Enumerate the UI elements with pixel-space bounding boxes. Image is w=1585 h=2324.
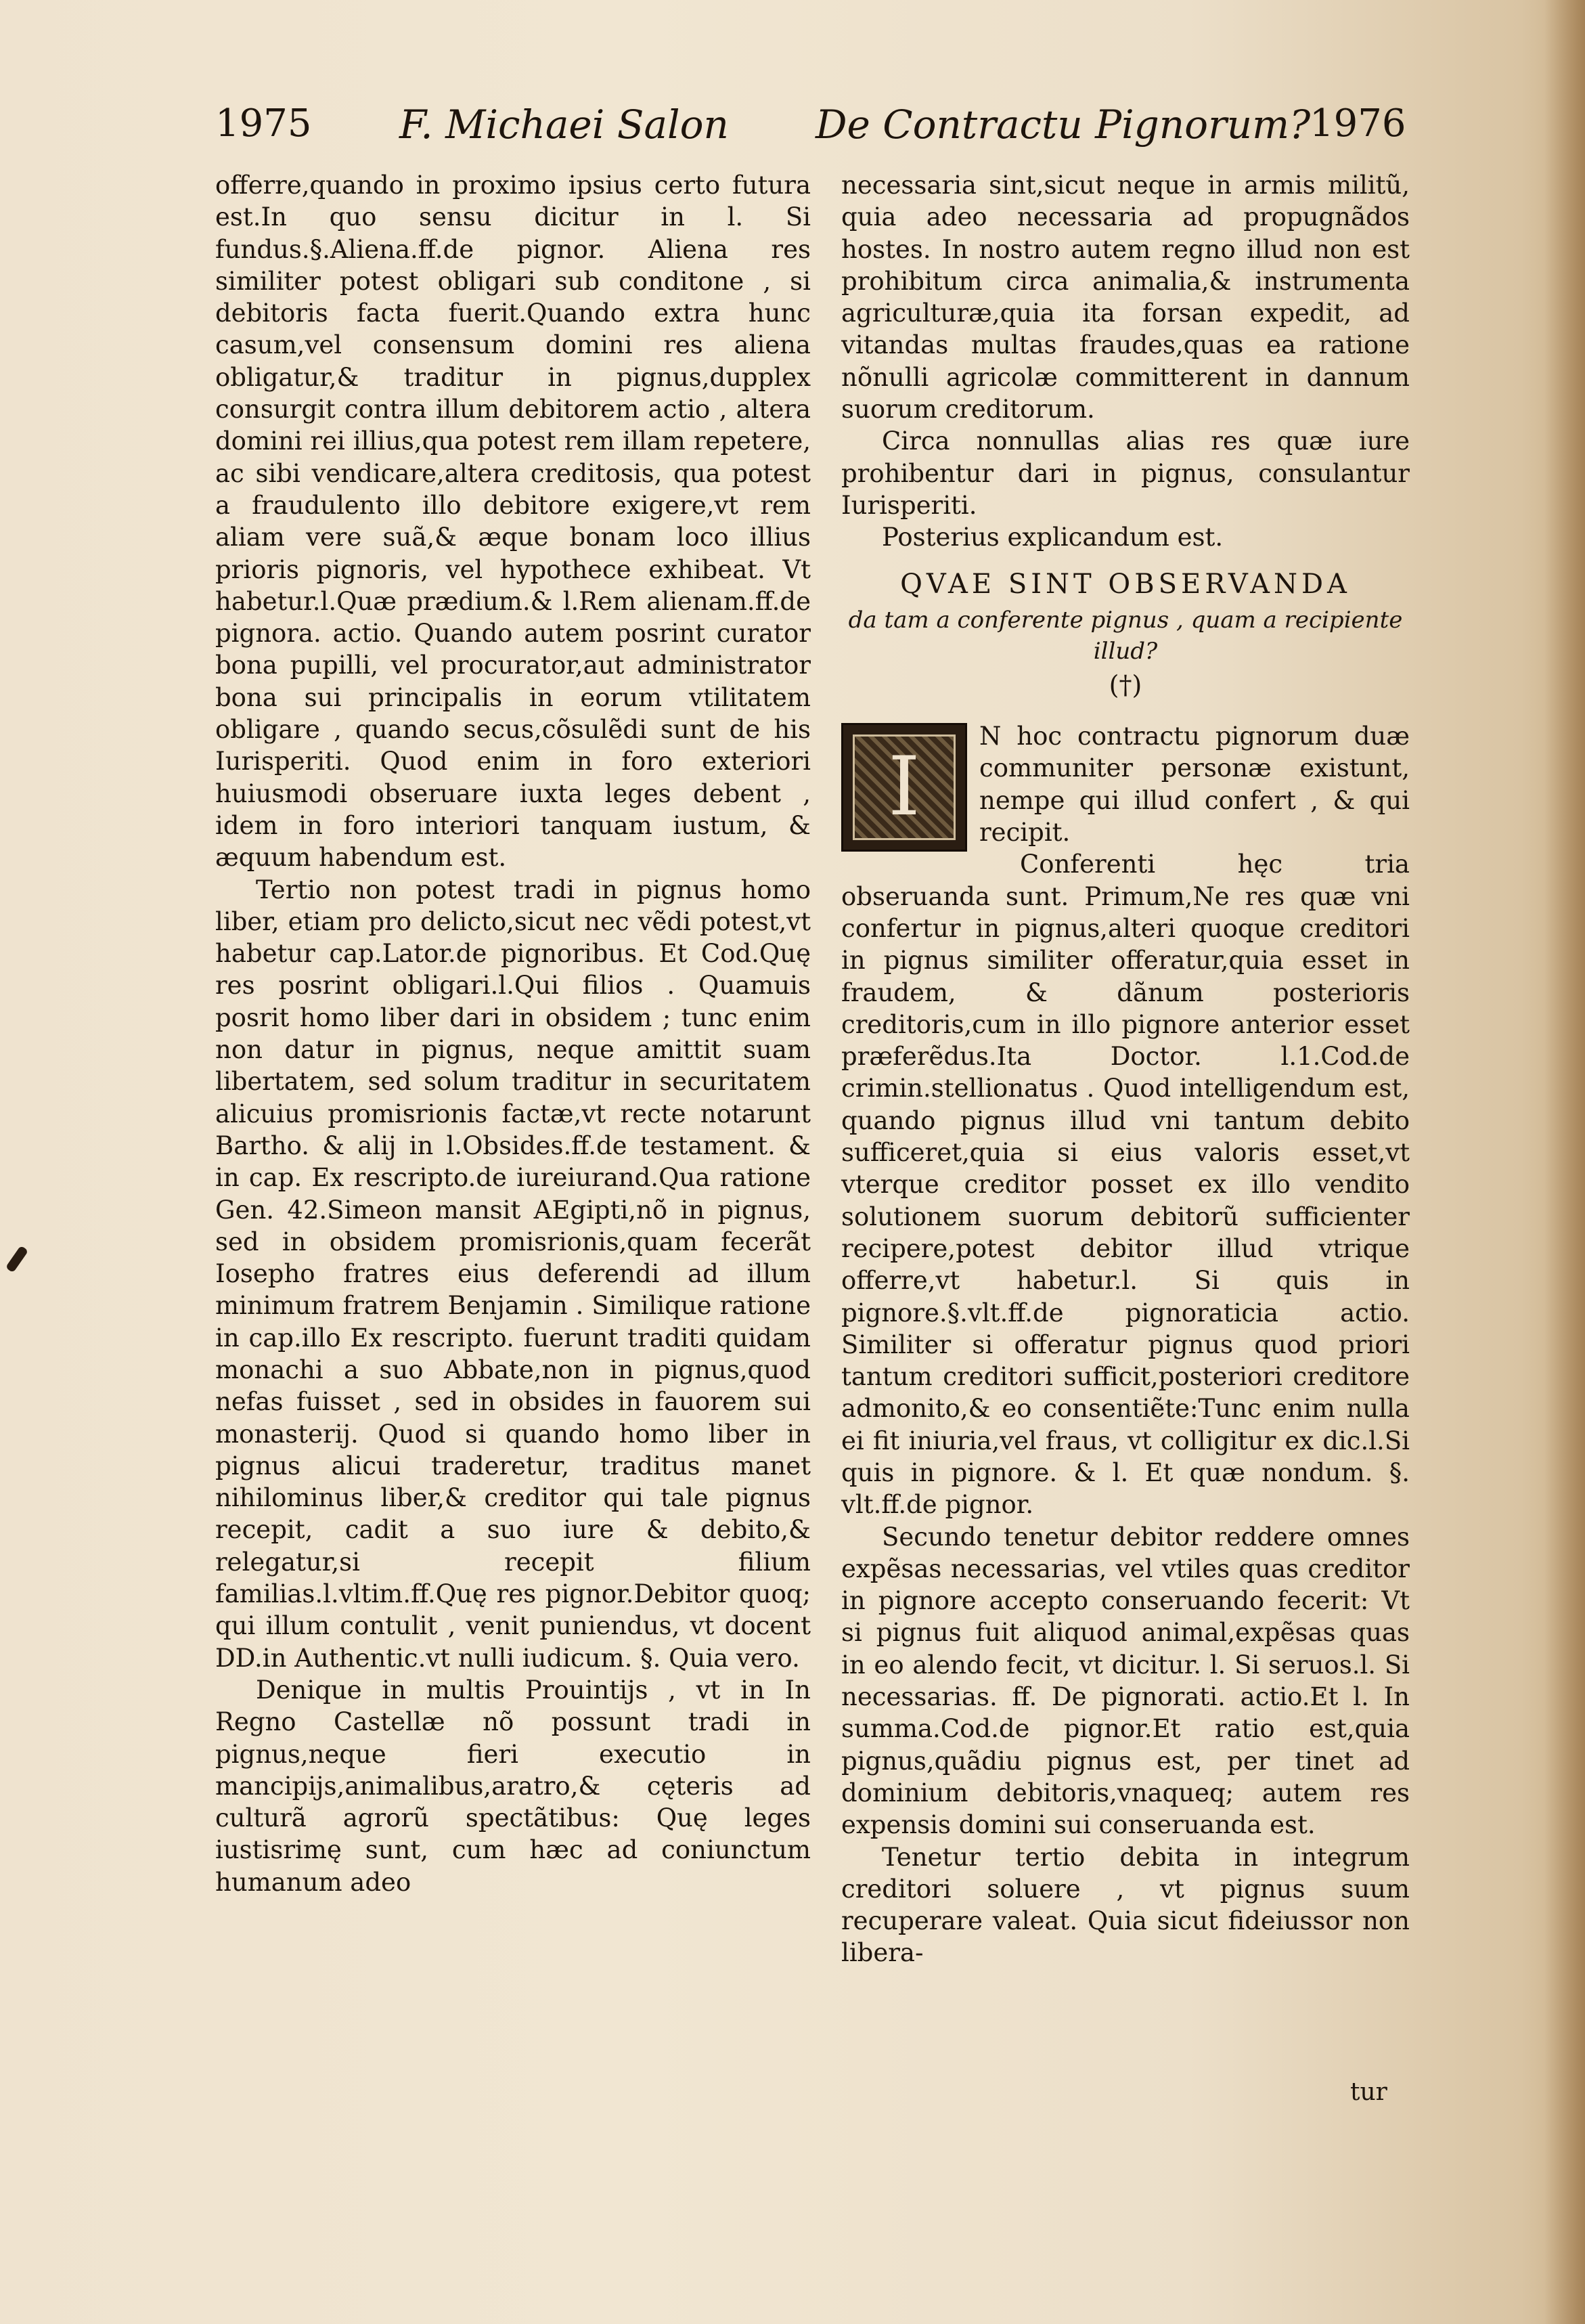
- right-page-number: 1976: [1310, 102, 1406, 146]
- left-paragraph-1: offerre,quando in proximo ipsius certo futura est.In quo sensu dicitur in l. Si fundus.§.Aliena.ff.de pignor. Aliena res similiter potest obligari sub conditone , si debitoris facta fuerit.Quando extra hunc casum,vel consensum domini res aliena obligatur,& traditur in pignus,dupplex consurgit contra illum debitorem actio , altera domini rei illius,qua potest rem illam repetere, ac sibi vendicare,altera creditosis, qua potest a fraudulento illo debitore exigere,vt rem aliam vere suã,& æque bonam loco illius prioris pignoris, vel hypothece exhibeat. Vt habetur.l.Quæ prædium.& l.Rem alienam.ff.de pignora. actio. Quando autem posrint curator bona pupilli, vel procurator,aut administrator bona sui principalis in eorum vtilitatem obligare , quando secus,cõsulẽdi sunt de his Iurisperiti. Quod enim in foro exteriori huiusmodi obseruare iuxta leges debent , idem in foro interiori tanquam iustum, & æquum habendum est.: [215, 171, 811, 873]
- right-paragraph-1: necessaria sint,sicut neque in armis militũ, quia adeo necessaria ad propugnãdos hostes. In nostro autem regno illud non est prohibitum circa animalia,& instrumenta agriculturæ,quia ita forsan expedit, ad vitandas multas fraudes,quas ea ratione nõnulli agricolæ committerent in dannum suorum creditorum.: [841, 171, 1410, 424]
- right-paragraph-5: Conferenti hęc tria obseruanda sunt. Primum,Ne res quæ vni confertur in pignus,alteri quoque creditori in pignus similiter offeratur,quia esset in fraudem, & dãnum posterioris creditoris,cum in illo pignore anterior esset præferẽdus.Ita Doctor. l.1.Cod.de crimin.stellionatus . Quod intelligendum est, quando pignus illud vni tantum debito sufficeret,quia si eius valoris esset,vt vterque creditor posset ex illo vendito solutionem suorum debitorũ sufficienter recipere,potest debitor illud vtrique offerre,vt habetur.l. Si quis in pignore.§.vlt.ff.de pignoraticia actio. Similiter si offeratur pignus quod priori tantum creditori sufficit,posteriori creditore admonito,& eo consentiẽte:Tunc enim nulla ei fit iniuria,vel fraus, vt colligitur ex dic.l.Si quis in pignore. & l. Et quæ nondum. §. vlt.ff.de pignor.: [841, 850, 1410, 1520]
- section-heading: QVAE SINT OBSERVANDA: [900, 568, 1351, 600]
- right-paragraph-6: Secundo tenetur debitor reddere omnes expẽsas necessarias, vel vtiles quas creditor in pignore accepto conseruando fecerit: Vt si pignus fuit aliquod animal,expẽsas quas in eo alendo fecit, vt dicitur. l. Si seruos.l. Si necessarias. ff. De pignorati. actio.Et l. In summa.Cod.de pignor.Et ratio est,quia pignus,quãdiu pignus est, per tinet ad dominium debitoris,vnaqueq; autem res expensis domini sui conseruanda est.: [841, 1522, 1410, 1840]
- left-running-title: F. Michaei Salon: [399, 102, 729, 148]
- right-column: [841, 169, 1410, 1969]
- margin-ink-mark: [5, 1246, 28, 1273]
- right-paragraph-2: Circa nonnullas alias res quæ iure prohibentur dari in pignus, consulantur Iurisperiti.: [841, 426, 1410, 520]
- page-gutter-shadow: [1544, 0, 1585, 2324]
- section-cross-mark: (†): [1109, 670, 1142, 700]
- right-paragraph-7: Tenetur tertio debita in integrum creditori soluere , vt pignus suum recuperare valeat. Quia sicut fideiussor non libera-: [841, 1842, 1410, 1968]
- right-running-title: De Contractu Pignorum?: [816, 102, 1311, 148]
- catchword: tur: [1350, 2078, 1387, 2106]
- running-header: [0, 81, 1585, 156]
- right-paragraph-3: Posterius explicandum est.: [882, 523, 1224, 552]
- initial-ornament-icon: [853, 735, 956, 840]
- left-column: [215, 169, 811, 1898]
- left-page-number: 1975: [215, 102, 312, 146]
- left-paragraph-2: Tertio non potest tradi in pignus homo liber, etiam pro delicto,sicut nec vẽdi potest,vt habetur cap.Lator.de pignoribus. Et Cod.Quę res posrint obligari.l.Qui filios . Quamuis posrit homo liber dari in obsidem ; tunc enim non datur in pignus, neque amittit suam libertatem, sed solum traditur in securitatem alicuius promisrionis factæ,vt recte notarunt Bartho. & alij in l.Obsides.ff.de testament. & in cap. Ex rescripto.de iureiurand.Qua ratione Gen. 42.Simeon mansit AEgipti,nõ in pignus, sed in obsidem promisrionis,quam fecerãt Iosepho fratres eius deferendi ad illum minimum fratrem Benjamin . Similique ratione in cap.illo Ex rescripto. fuerunt traditi quidam monachi a suo Abbate,non in pignus,quod nefas fuisset , sed in obsides in fauorem sui monasterij. Quod si quando homo liber in pignus alicui traderetur, traditus manet nihilominus liber,& creditor qui tale pignus recepit, cadit a suo iure & debito,& relegatur,si recepit filium familias.l.vltim.ff.Quę res pignor.Debitor quoq; qui illum contulit , venit puniendus, vt docent DD.in Authentic.vt nulli iudicum. §. Quia vero.: [215, 875, 811, 1673]
- initial-letter: I: [888, 740, 920, 835]
- right-paragraph-4: N hoc contractu pignorum duæ communiter personæ existunt, nempe qui illud confert , & qui recipit.: [979, 722, 1410, 848]
- section-subheading: da tam a conferente pignus , quam a recipiente illud?: [848, 606, 1403, 665]
- decorated-initial: [841, 723, 967, 852]
- left-paragraph-3: Denique in multis Prouintijs , vt in In Regno Castellæ nõ possunt tradi in pignus,neque fieri executio in mancipijs,animalibus,aratro,& cęteris ad culturã agrorũ spectãtibus: Quę leges iustisrimę sunt, cum hæc ad coniunctum humanum adeo: [215, 1675, 811, 1897]
